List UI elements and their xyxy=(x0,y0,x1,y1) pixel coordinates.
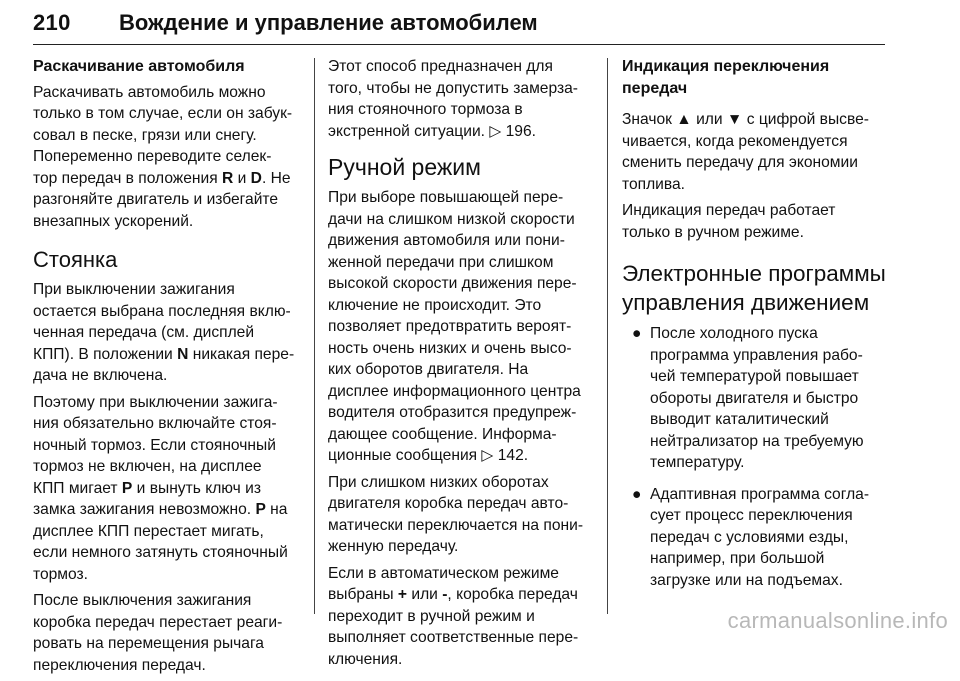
text-line: После выключения зажигания xyxy=(33,592,252,609)
text-line: Поэтому при выключении зажига- xyxy=(33,393,278,411)
text-line: выводит каталитический xyxy=(650,411,829,428)
text-line: ких оборотов двигателя. На xyxy=(328,361,529,378)
text-line: ночный тормоз. Если стояночный xyxy=(33,436,276,454)
text-line: После холодного пуска xyxy=(650,325,818,342)
text-line: передач с условиями езды, xyxy=(650,528,849,546)
bullet-icon: ● xyxy=(632,485,642,503)
text-line: загрузке или на подъемах. xyxy=(650,571,843,589)
paragraph xyxy=(328,187,596,467)
column-divider xyxy=(314,58,315,614)
text-line: чивается, когда рекомендуется xyxy=(622,132,848,150)
list-item-text xyxy=(650,486,869,589)
text-line: передач xyxy=(622,79,688,97)
text-line: тор передач в положения R и D. Не xyxy=(33,169,291,187)
text-line: например, при большой xyxy=(650,550,825,567)
text-line: дисплее информационного центра xyxy=(328,382,581,400)
text-line: если немного затянуть стояночный xyxy=(33,544,288,561)
key-letter: P xyxy=(255,501,266,518)
text-line: Попеременно переводите селек- xyxy=(33,148,272,165)
text-line: выполняет соответственные пере- xyxy=(328,629,579,646)
text-line: топлива. xyxy=(622,175,686,193)
text-line: ния стояночного тормоза в xyxy=(328,101,523,118)
text-line: ровать на перемещения рычага xyxy=(33,635,264,652)
text-line: чей температурой повышает xyxy=(650,368,859,385)
text-line: обороты двигателя и быстро xyxy=(650,389,859,407)
text-line: ключение не происходит. Это xyxy=(328,296,542,314)
column-middle xyxy=(328,56,596,675)
text-line: остается выбрана последняя вклю- xyxy=(33,302,291,320)
text-line: ционные сообщения ▷ 142. xyxy=(328,447,529,464)
paragraph xyxy=(33,82,301,233)
list-item xyxy=(622,323,884,474)
text-line: нейтрализатор на требуемую xyxy=(650,432,864,450)
key-letter: D xyxy=(250,169,262,187)
text-line: Индикация переключения xyxy=(622,58,830,75)
key-letter: R xyxy=(222,169,234,187)
paragraph xyxy=(622,109,884,195)
text-line: Индикация передач работает xyxy=(622,202,836,219)
paragraph xyxy=(328,56,596,142)
paragraph xyxy=(622,200,884,243)
text-line: женной передачи при слишком xyxy=(328,253,554,271)
running-title: Вождение и управление автомобилем xyxy=(119,10,538,35)
section-heading-manual-mode: Ручной режим xyxy=(328,154,481,180)
list-item xyxy=(622,484,884,592)
text-line: переключения передач. xyxy=(33,656,206,674)
text-line: При слишком низких оборотах xyxy=(328,473,549,491)
text-line: При выборе повышающей пере- xyxy=(328,189,564,206)
key-letter: + xyxy=(397,586,408,603)
paragraph xyxy=(328,563,596,671)
bullet-list xyxy=(622,323,884,591)
text-line: дачи на слишком низкой скорости xyxy=(328,210,575,228)
column-divider xyxy=(607,58,608,614)
text-line: дающее сообщение. Информа- xyxy=(328,425,557,443)
text-line: двигателя коробка передач авто- xyxy=(328,495,569,512)
text-line: женную передачу. xyxy=(328,538,459,555)
paragraph xyxy=(33,279,301,387)
paragraph xyxy=(328,472,596,558)
key-letter: - xyxy=(442,586,448,603)
text-line: дисплее КПП перестает мигать, xyxy=(33,522,264,540)
text-line: ченная передача (см. дисплей xyxy=(33,324,255,341)
text-line: ность очень низких и очень высо- xyxy=(328,339,572,357)
text-line: ключения. xyxy=(328,650,403,668)
text-line: только в ручном режиме. xyxy=(622,223,804,241)
text-line: тормоз. xyxy=(33,565,89,583)
text-line: переходит в ручной режим и xyxy=(328,607,535,625)
text-line: движения автомобиля или пони- xyxy=(328,232,565,249)
list-item-text xyxy=(650,325,864,471)
column-right xyxy=(622,56,884,601)
text-line: программа управления рабо- xyxy=(650,346,863,364)
section-heading-parking: Стоянка xyxy=(33,247,118,272)
text-line: КПП). В положении N никакая пере- xyxy=(33,345,295,363)
page-header xyxy=(33,10,885,45)
text-line: Адаптивная программа согла- xyxy=(650,485,870,503)
text-line: КПП мигает P и вынуть ключ из xyxy=(33,479,261,497)
text-line: водителя отобразится предупреж- xyxy=(328,404,577,421)
key-letter: N xyxy=(177,345,189,363)
watermark: carmanualsonline.info xyxy=(727,608,948,633)
text-line: того, чтобы не допустить замерза- xyxy=(328,79,578,97)
text-line: температуру. xyxy=(650,454,745,471)
text-line: замка зажигания невозможно. P на xyxy=(33,501,288,518)
text-line: экстренной ситуации. ▷ 196. xyxy=(328,122,536,140)
text-line: Этот способ предназначен для xyxy=(328,58,553,75)
text-line: тормоз не включен, на дисплее xyxy=(33,458,262,475)
text-line: Электронные программы xyxy=(622,261,886,286)
paragraph xyxy=(33,590,301,676)
text-line: матически переключается на пони- xyxy=(328,516,584,534)
text-line: сует процесс переключения xyxy=(650,507,853,524)
text-line: управления движением xyxy=(622,290,870,315)
text-line: Раскачивать автомобиль можно xyxy=(33,83,266,101)
text-line: разгоняйте двигатель и избегайте xyxy=(33,191,279,208)
section-heading-gear-indication xyxy=(622,56,884,99)
text-line: коробка передач перестает реаги- xyxy=(33,613,283,631)
text-line: ния обязательно включайте стоя- xyxy=(33,415,277,432)
text-line: При выключении зажигания xyxy=(33,281,235,298)
paragraph xyxy=(33,392,301,586)
key-letter: P xyxy=(121,479,133,497)
text-line: дача не включена. xyxy=(33,367,168,384)
text-line: Значок ▲ или ▼ с цифрой высве- xyxy=(622,111,869,128)
text-line: внезапных ускорений. xyxy=(33,212,194,230)
page-number: 210 xyxy=(33,10,71,35)
bullet-icon: ● xyxy=(632,325,642,342)
section-heading-electronic-programs xyxy=(622,259,884,317)
text-line: только в том случае, если он забук- xyxy=(33,105,293,122)
text-line: сменить передачу для экономии xyxy=(622,154,858,171)
section-heading-rocking: Раскачивание автомобиля xyxy=(33,58,245,75)
column-left xyxy=(33,56,301,681)
text-line: выбраны + или -, коробка передач xyxy=(328,586,578,603)
text-line: Если в автоматическом режиме xyxy=(328,564,559,582)
text-line: позволяет предотвратить вероят- xyxy=(328,318,572,335)
text-line: высокой скорости движения пере- xyxy=(328,275,577,292)
text-line: совал в песке, грязи или снегу. xyxy=(33,126,257,144)
